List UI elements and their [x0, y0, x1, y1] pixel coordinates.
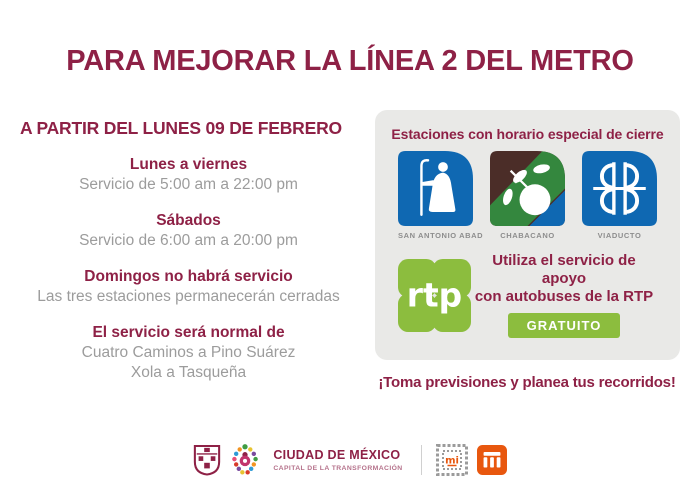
schedule-block-normal-service	[15, 323, 362, 383]
schedule-block-saturdays	[15, 211, 362, 251]
schedule-block-sundays	[15, 267, 362, 307]
apricot-icon	[490, 151, 565, 226]
movilidad-integrada-logo	[436, 444, 468, 476]
schedule-detail: Las tres estaciones permanecerán cerradas	[37, 287, 340, 305]
schedule-detail: Servicio de 5:00 am a 22:00 pm	[79, 175, 298, 193]
schedule-label: Lunes a viernes	[129, 155, 248, 173]
rtp-logo	[398, 259, 471, 332]
schedule-section	[15, 103, 362, 383]
station-chabacano	[490, 151, 565, 240]
stations-panel	[375, 110, 680, 360]
stations-panel-heading: Estaciones con horario especial de cierre	[391, 126, 664, 142]
stations-row	[375, 151, 680, 240]
rtp-message-line2: con autobuses de la RTP	[474, 288, 654, 305]
rtp-support-row	[375, 252, 680, 338]
station-name: VIADUCTO	[597, 231, 642, 240]
metro-logo	[477, 445, 507, 475]
station-name: CHABACANO	[500, 231, 555, 240]
station-viaducto	[582, 151, 657, 240]
rtp-message-line1: Utiliza el servicio de apoyo	[492, 252, 636, 287]
schedule-label: El servicio será normal de	[92, 323, 285, 341]
rtp-logo-text: rtp	[406, 275, 463, 314]
rtp-message-block	[471, 252, 657, 338]
page-title: PARA MEJORAR LA LÍNEA 2 DEL METRO	[66, 45, 634, 78]
cloverleaf-interchange-icon	[582, 151, 657, 226]
schedule-detail: Servicio de 6:00 am a 20:00 pm	[79, 231, 298, 249]
mi-logo-text: mi	[444, 455, 459, 467]
station-name: SAN ANTONIO ABAD	[398, 231, 484, 240]
advisory-text: ¡Toma previsiones y planea tus recorridos!	[378, 374, 676, 391]
city-wordmark	[273, 448, 402, 472]
cdmx-coat-of-arms-icon	[193, 444, 221, 476]
schedule-detail: Cuatro Caminos a Pino Suárez	[81, 343, 296, 361]
city-name: CIUDAD DE MÉXICO	[273, 448, 401, 462]
station-san-antonio-abad	[398, 151, 484, 240]
city-tagline: CAPITAL DE LA TRANSFORMACIÓN	[273, 465, 403, 472]
footer	[0, 442, 700, 478]
schedule-heading: A PARTIR DEL LUNES 09 DE FEBRERO	[20, 117, 342, 138]
monk-with-staff-icon	[398, 151, 473, 226]
footer-divider	[421, 445, 422, 475]
schedule-detail: Xola a Tasqueña	[130, 363, 247, 381]
schedule-label: Sábados	[156, 211, 221, 229]
cdmx-floral-emblem-icon	[230, 442, 260, 478]
schedule-block-weekdays	[15, 155, 362, 195]
gratuito-badge: GRATUITO	[508, 313, 621, 338]
schedule-label: Domingos no habrá servicio	[84, 267, 293, 285]
